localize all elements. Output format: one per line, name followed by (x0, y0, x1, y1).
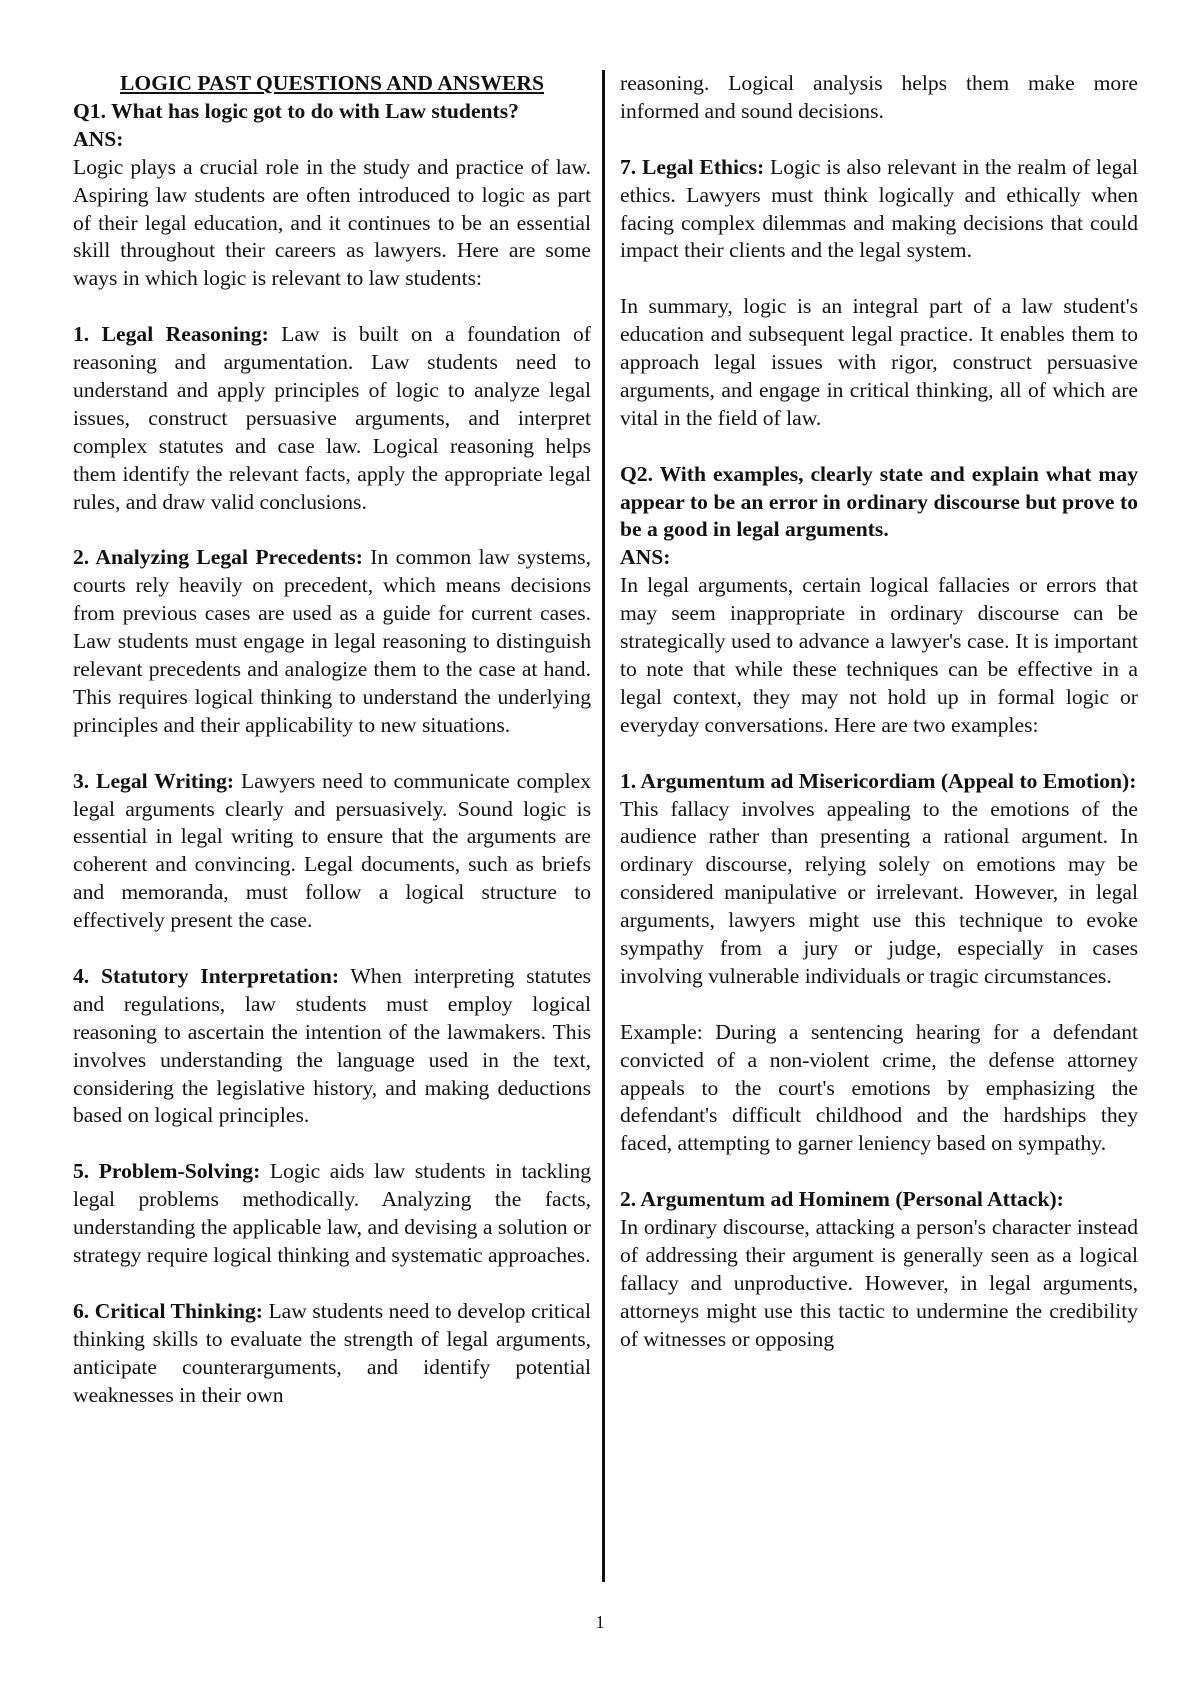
continuation-text: reasoning. Logical analysis helps them make more informed and sound decisions. (620, 71, 1138, 123)
answer-label-1: ANS: (73, 126, 124, 151)
point-heading: 6. Critical Thinking: (73, 1298, 263, 1323)
question-2: Q2. With examples, clearly state and explain what may appear to be an error in ordinary discourse but prove to be a good in legal arguments. (620, 461, 1138, 542)
answer-1-intro: Logic plays a crucial role in the study and practice of law. Aspiring law students are often introduced to logic as part of their legal education, and it continues to be an essential skill throughout their careers as lawyers. Here are some ways in which logic is relevant to law students: (73, 154, 591, 291)
right-column (620, 70, 1138, 1354)
point-text: In common law systems, courts rely heavily on precedent, which means decisions from previous cases are used as a guide for current cases. Law students must engage in legal reasoning to distinguish relevant precedents and analogize them to the case at hand. This requires logical thinking to understand the underlying principles and their applicability to new situations. (73, 545, 591, 737)
point-legal-reasoning (73, 321, 591, 516)
point-heading: 3. Legal Writing: (73, 768, 235, 793)
point-heading: 1. Legal Reasoning: (73, 322, 269, 347)
point-text: Law students need to develop critical thinking skills to evaluate the strength of legal arguments, anticipate counterarguments, and identify potential weaknesses in their own (73, 1298, 591, 1407)
example-1-heading: 1. Argumentum ad Misericordiam (Appeal to Emotion): (620, 768, 1137, 793)
example-1-illustration: Example: During a sentencing hearing for a defendant convicted of a non-violent crime, the defense attorney appeals to the court's emotions by emphasizing the defendant's difficult childhood and the hardships they faced, attempting to garner leniency based on sympathy. (620, 1019, 1138, 1156)
example-2-heading: 2. Argumentum ad Hominem (Personal Attack): (620, 1187, 1064, 1212)
question-1: Q1. What has logic got to do with Law students? (73, 98, 519, 123)
left-column (73, 70, 591, 1409)
point-problem-solving (73, 1158, 591, 1270)
point-text: When interpreting statutes and regulations, law students must employ logical reasoning to ascertain the intention of the lawmakers. This involves understanding the language used in the text, considering the legislative history, and making deductions based on logical principles. (73, 963, 591, 1128)
point-text: Logic is also relevant in the realm of legal ethics. Lawyers must think logically and ethically when facing complex dilemmas and making decisions that could impact their clients and the legal system. (620, 154, 1139, 263)
document-title: LOGIC PAST QUESTIONS AND ANSWERS (120, 71, 544, 95)
point-critical-thinking (73, 1298, 591, 1410)
point-heading: 5. Problem-Solving: (73, 1159, 261, 1184)
answer-label-2: ANS: (620, 545, 671, 570)
point-heading: 2. Analyzing Legal Precedents: (73, 545, 363, 570)
point-text: Lawyers need to communicate complex legal arguments clearly and persuasively. Sound logic is essential in legal writing to ensure that the arguments are coherent and convincing. Legal documents, such as briefs and memoranda, must follow a logical structure to effectively present the case. (73, 768, 591, 933)
point-legal-writing (73, 768, 591, 935)
example-2-text: In ordinary discourse, attacking a person's character instead of addressing their argument is generally seen as a logical fallacy and unproductive. However, in legal arguments, attorneys might use this tactic to undermine the credibility of witnesses or opposing (620, 1215, 1138, 1351)
point-heading: 7. Legal Ethics: (620, 154, 765, 179)
point-statutory-interpretation (73, 963, 591, 1130)
column-divider (602, 70, 605, 1582)
example-1-text: This fallacy involves appealing to the emotions of the audience rather than presenting a rational argument. In ordinary discourse, relying solely on emotions may be considered manipulative or irrelevant. However, in legal arguments, lawyers might use this technique to evoke sympathy from a jury or judge, especially in cases involving vulnerable individuals or tragic circumstances. (620, 796, 1138, 988)
point-heading: 4. Statutory Interpretation: (73, 963, 340, 988)
point-text: Logic aids law students in tackling legal problems methodically. Analyzing the facts, understanding the applicable law, and devising a solution or strategy require logical thinking and systematic approaches. (73, 1159, 591, 1267)
summary-paragraph: In summary, logic is an integral part of a law student's education and subsequent legal practice. It enables them to approach legal issues with rigor, construct persuasive arguments, and engage in critical thinking, all of which are vital in the field of law. (620, 294, 1138, 430)
page-number: 1 (595, 1612, 605, 1632)
point-legal-ethics (620, 154, 1138, 266)
point-analyzing-precedents (73, 544, 591, 739)
answer-2-intro: In legal arguments, certain logical fallacies or errors that may seem inappropriate in ordinary discourse can be strategically used to advance a lawyer's case. It is important to note that while these techniques can be effective in a legal context, they may not hold up in formal logic or everyday conversations. Here are two examples: (620, 573, 1138, 737)
point-text: Law is built on a foundation of reasoning and argumentation. Law students need to understand and apply principles of logic to analyze legal issues, construct persuasive arguments, and interpret complex statutes and case law. Logical reasoning helps them identify the relevant facts, apply the appropriate legal rules, and draw valid conclusions. (73, 322, 591, 514)
